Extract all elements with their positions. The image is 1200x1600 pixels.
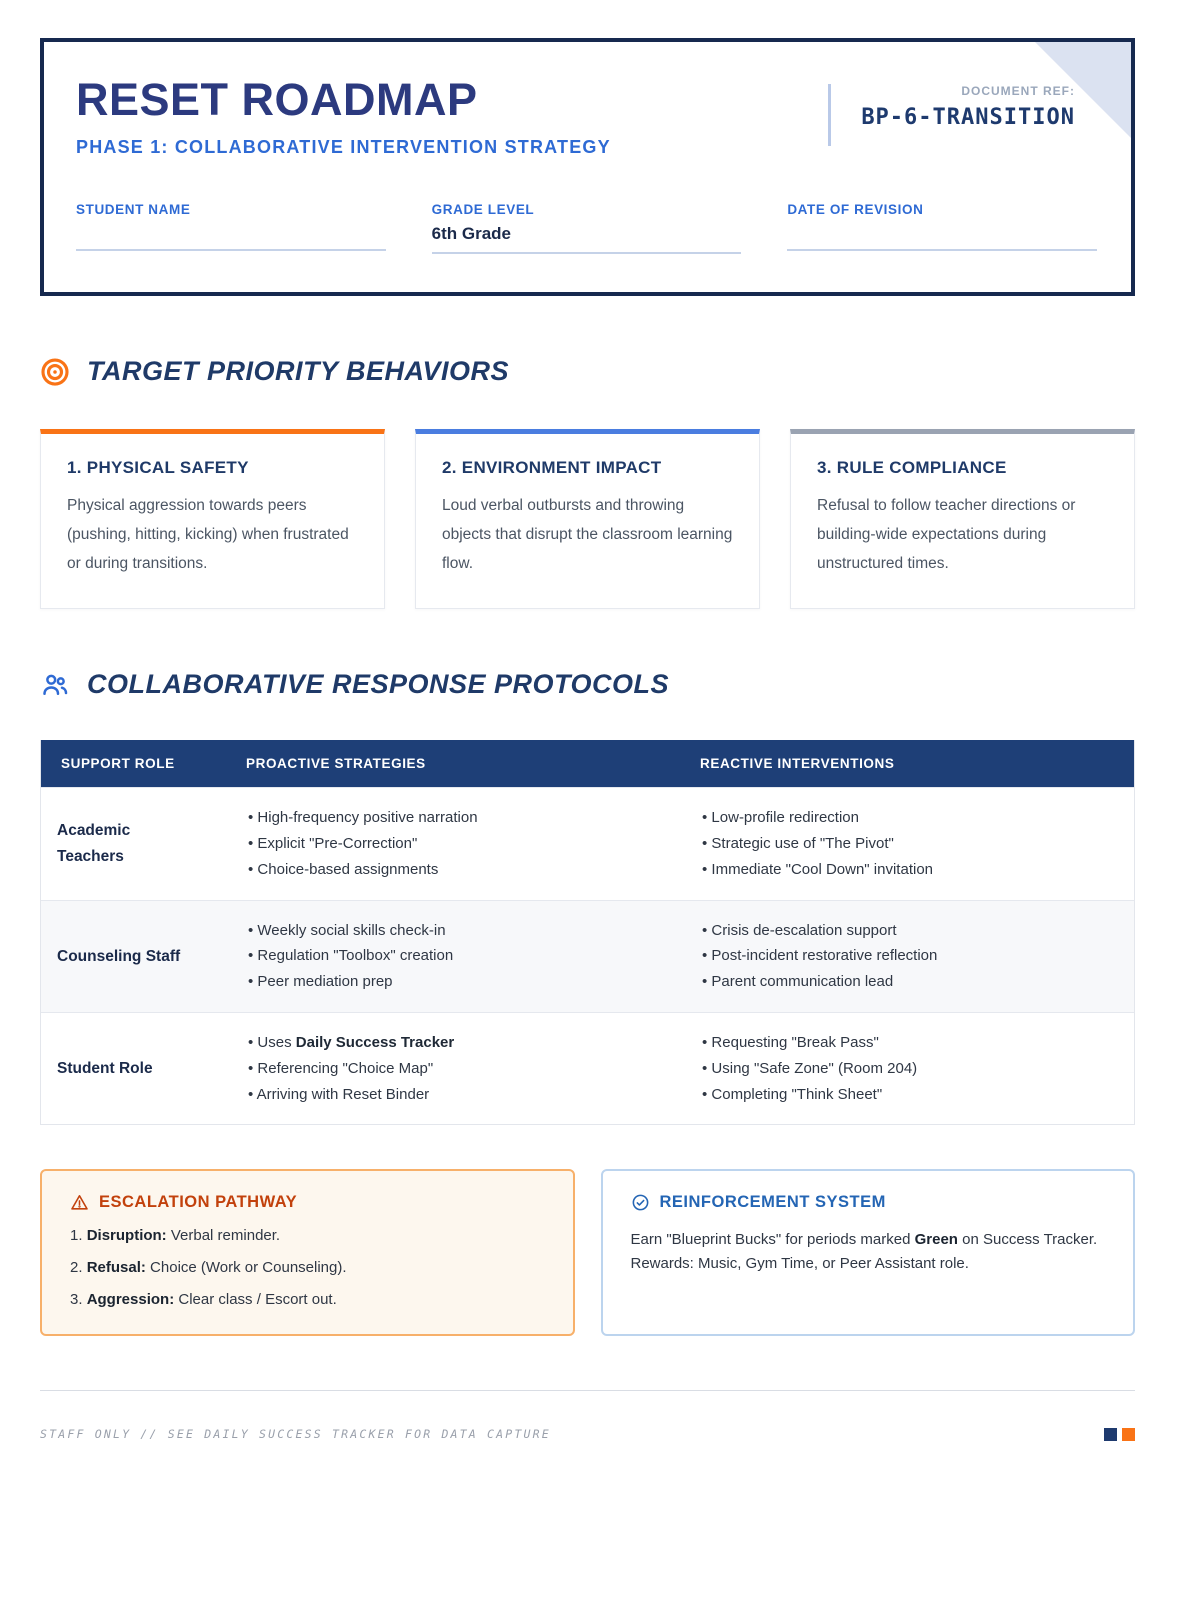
item-text: Regulation "Toolbox" creation: [257, 947, 454, 965]
behaviors-section-header: [40, 356, 1135, 387]
step-number: 3.: [70, 1291, 83, 1309]
protocol-item: [248, 857, 658, 883]
escalation-step-2: [70, 1259, 545, 1276]
body-bold: Green: [914, 1231, 958, 1249]
table-row-student-role: [41, 1012, 1134, 1124]
field-date-of-revision: [787, 202, 1097, 254]
field-student-name: [76, 202, 386, 254]
item-bold: Daily Success Tracker: [295, 1034, 455, 1052]
item-text: Completing "Think Sheet": [711, 1085, 883, 1103]
column-header-reactive: REACTIVE INTERVENTIONS: [700, 756, 895, 772]
protocol-item: [702, 857, 1112, 883]
users-icon: [40, 670, 70, 700]
protocols-table: [40, 740, 1135, 1125]
step-text: Clear class / Escort out.: [178, 1291, 337, 1309]
item-text: Using "Safe Zone" (Room 204): [711, 1059, 918, 1077]
item-text: Peer mediation prep: [257, 973, 393, 991]
orange-square-decoration: [1122, 1428, 1135, 1441]
protocols-section-header: [40, 669, 1135, 700]
protocol-item: [248, 1056, 658, 1082]
document-header: [40, 38, 1135, 296]
document-title: RESET ROADMAP: [76, 74, 478, 125]
field-label: STUDENT NAME: [76, 202, 191, 218]
item-text: Low-profile redirection: [711, 809, 859, 827]
protocol-item: [248, 805, 658, 831]
item-text: Crisis de-escalation support: [711, 921, 897, 939]
step-text: Choice (Work or Counseling).: [150, 1259, 347, 1277]
target-icon: [40, 357, 70, 387]
column-header-support-role: SUPPORT ROLE: [61, 756, 175, 772]
step-text: Verbal reminder.: [170, 1227, 281, 1245]
reinforcement-body: [631, 1228, 1106, 1276]
protocol-item: [702, 918, 1112, 944]
item-text: Parent communication lead: [711, 973, 894, 991]
item-text: Choice-based assignments: [257, 860, 439, 878]
card-body: Physical aggression towards peers (pushing, hitting, kicking) when frustrated or during transitions.: [67, 497, 349, 572]
protocol-item: [248, 943, 658, 969]
header-fields: [76, 202, 1097, 254]
check-circle-icon: [631, 1193, 650, 1212]
item-text: Immediate "Cool Down" invitation: [711, 860, 934, 878]
reinforcement-box-title: REINFORCEMENT SYSTEM: [659, 1193, 886, 1212]
item-text: Strategic use of "The Pivot": [711, 835, 894, 853]
behavior-cards: [40, 429, 1135, 609]
reactive-cell: [680, 901, 1134, 1012]
card-title: 1. PHYSICAL SAFETY: [67, 458, 249, 478]
doc-ref-block: [828, 84, 1075, 146]
escalation-step-1: [70, 1227, 545, 1244]
footer: [40, 1427, 1135, 1441]
footer-squares: [1104, 1428, 1135, 1441]
card-title: 2. ENVIRONMENT IMPACT: [442, 458, 662, 478]
role-cell: [41, 901, 226, 1012]
protocol-item: [248, 831, 658, 857]
role-cell: [41, 788, 226, 899]
role-label: Academic Teachers: [57, 822, 131, 865]
body-text: on Success Tracker. Rewards: Music, Gym Time, or Peer Assistant role.: [630, 1231, 1098, 1273]
footer-divider: [40, 1390, 1135, 1391]
role-cell: [41, 1013, 226, 1124]
field-label: GRADE LEVEL: [431, 202, 535, 218]
reactive-cell: [680, 788, 1134, 899]
escalation-box-title: ESCALATION PATHWAY: [99, 1193, 298, 1212]
step-number: 2.: [70, 1259, 83, 1277]
card-body: Refusal to follow teacher directions or building-wide expectations during unstructured times.: [817, 497, 1076, 572]
item-text: Uses: [257, 1034, 296, 1052]
escalation-box-header: [70, 1193, 545, 1212]
item-text: Weekly social skills check-in: [257, 921, 446, 939]
behavior-card-environment-impact: [415, 429, 760, 609]
title-block: [76, 76, 611, 158]
role-label: Counseling Staff: [57, 947, 181, 965]
document-subtitle: PHASE 1: COLLABORATIVE INTERVENTION STRATEGY: [76, 137, 611, 158]
item-text: Post-incident restorative reflection: [711, 947, 938, 965]
table-header-row: [41, 740, 1134, 787]
escalation-step-3: [70, 1291, 545, 1308]
proactive-cell: [226, 1013, 680, 1124]
table-row-counseling-staff: [41, 900, 1134, 1012]
student-name-input-line[interactable]: [76, 217, 386, 251]
body-text: Earn "Blueprint Bucks" for periods marked: [630, 1231, 915, 1249]
grade-level-input-line[interactable]: 6th Grade: [432, 217, 742, 254]
reinforcement-box-header: [631, 1193, 1106, 1212]
item-text: Explicit "Pre-Correction": [257, 835, 418, 853]
behaviors-section-title: TARGET PRIORITY BEHAVIORS: [87, 356, 510, 387]
behavior-card-physical-safety: [40, 429, 385, 609]
date-of-revision-input-line[interactable]: [787, 217, 1097, 251]
behavior-card-rule-compliance: [790, 429, 1135, 609]
role-label: Student Role: [57, 1059, 153, 1077]
table-row-academic-teachers: [41, 787, 1134, 899]
column-header-proactive: PROACTIVE STRATEGIES: [246, 756, 426, 772]
step-number: 1.: [70, 1227, 83, 1245]
header-top: [76, 76, 1097, 158]
step-lead: Refusal:: [86, 1259, 146, 1277]
protocol-item: [702, 831, 1112, 857]
field-grade-level: [432, 202, 742, 254]
protocol-item: [702, 1030, 1112, 1056]
bottom-boxes: [40, 1169, 1135, 1336]
protocol-item: [248, 1082, 658, 1108]
protocol-item: [702, 969, 1112, 995]
item-text: Referencing "Choice Map": [257, 1059, 434, 1077]
protocol-item: [702, 1056, 1112, 1082]
item-text: Requesting "Break Pass": [711, 1034, 879, 1052]
protocol-item: [702, 805, 1112, 831]
protocol-item: [702, 943, 1112, 969]
step-lead: Aggression:: [86, 1291, 175, 1309]
proactive-cell: [226, 901, 680, 1012]
item-text: Arriving with Reset Binder: [256, 1085, 430, 1103]
reinforcement-system-box: [601, 1169, 1136, 1336]
doc-ref-label: DOCUMENT REF:: [961, 84, 1075, 98]
doc-ref-value: BP-6-TRANSITION: [861, 105, 1075, 130]
navy-square-decoration: [1104, 1428, 1117, 1441]
field-label: DATE OF REVISION: [787, 202, 924, 218]
protocols-section-title: COLLABORATIVE RESPONSE PROTOCOLS: [87, 669, 670, 700]
proactive-cell: [226, 788, 680, 899]
protocol-item: [702, 1082, 1112, 1108]
protocol-item: [248, 969, 658, 995]
warning-icon: [70, 1193, 89, 1212]
card-body: Loud verbal outbursts and throwing objects that disrupt the classroom learning flow.: [442, 497, 733, 572]
protocol-item: [248, 1030, 658, 1056]
escalation-pathway-box: [40, 1169, 575, 1336]
card-title: 3. RULE COMPLIANCE: [817, 458, 1007, 478]
item-text: High-frequency positive narration: [257, 809, 478, 827]
footer-note: STAFF ONLY // SEE DAILY SUCCESS TRACKER FOR DATA CAPTURE: [40, 1427, 551, 1442]
protocol-item: [248, 918, 658, 944]
reactive-cell: [680, 1013, 1134, 1124]
step-lead: Disruption:: [86, 1227, 167, 1245]
